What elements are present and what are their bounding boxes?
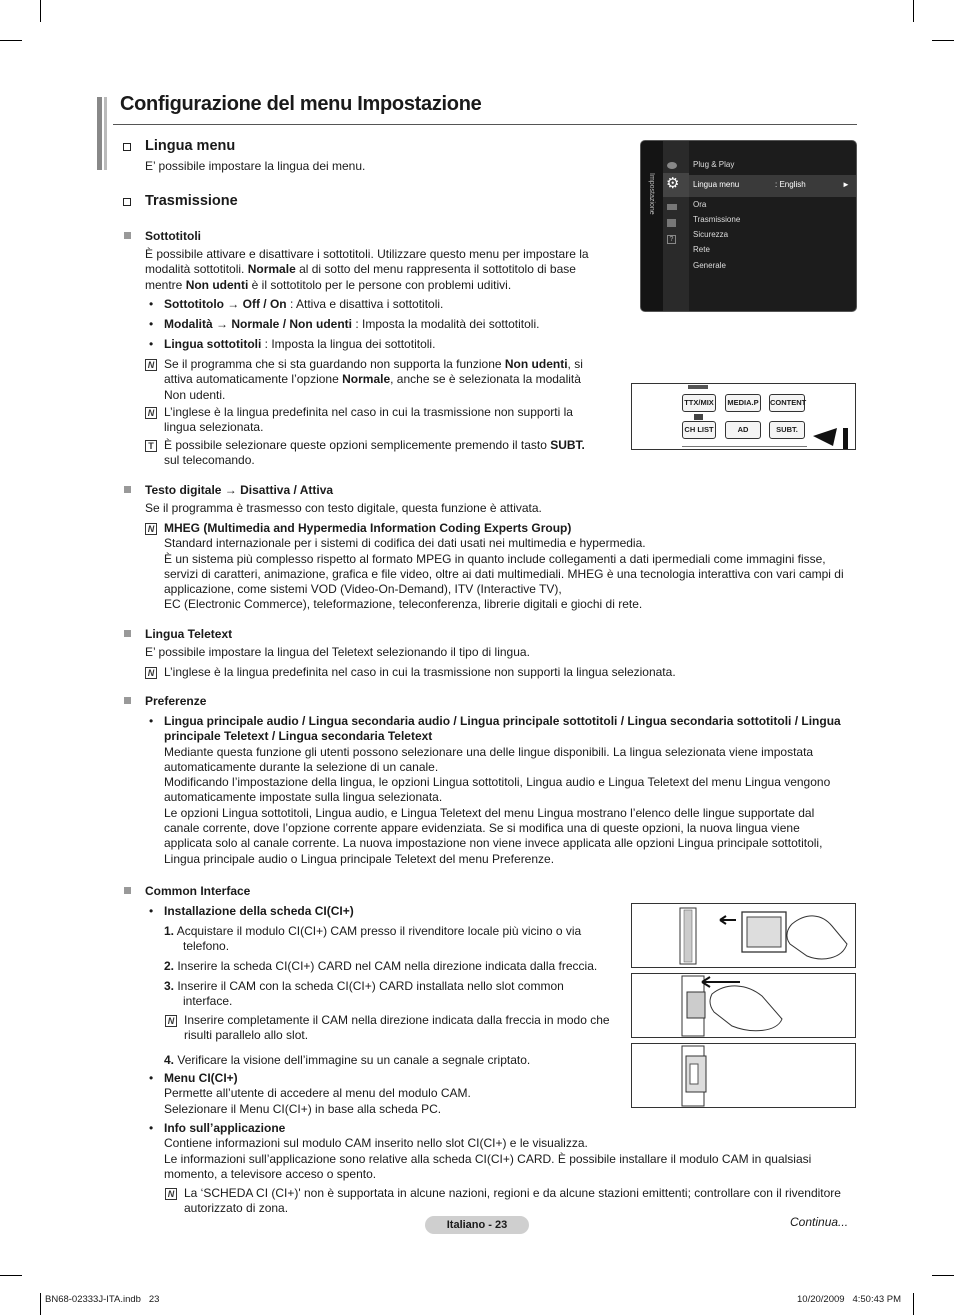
menu-item-selected[interactable]: Lingua menu (693, 180, 740, 189)
note-icon: N (145, 523, 157, 535)
paragraph: È possibile attivare e disattivare i sottotitoli. Utilizzare questo menu per impostare la modalità sottotitoli. Normale al di sotto del menu rappresenta il sottotitolo di base mentre Non udenti è il sottotitolo per le persone con problemi uditivi. (145, 247, 589, 292)
channel-icon (667, 204, 677, 210)
crop-mark (0, 1275, 22, 1276)
print-date: 10/20/2009 4:50:43 PM (797, 1294, 902, 1305)
menu-side-strip (641, 141, 663, 311)
checkbox-icon (123, 198, 131, 206)
note-icon: N (165, 1188, 177, 1200)
step-1: 1. Acquistare il modulo CI(CI+) CAM presso il rivenditore locale più vicino o via telefono. (164, 924, 582, 954)
square-bullet-icon (124, 630, 131, 637)
note-text: L’inglese è la lingua predefinita nel caso in cui la trasmissione non supporti la lingua selezionata. (164, 665, 676, 679)
input-icon (667, 219, 676, 227)
note-text: MHEG (Multimedia and Hypermedia Information Coding Experts Group) Standard internazionale per i sistemi di codifica dei dati usati nei multimedia e hypermedia. È un sistema più complesso rispetto al formato MPEG in quanto include collegamenti a dati ipermediali come immagini fisse, servizi di caratteri, animazione, grafica e file video, oltre ai dati multimediali. MHEG è una tecnologia interattiva con vari campi di applicazione, come sistemi VOD (Video-On-Demand), ITV (Interactive TV), EC (Electronic Commerce), teleformazione, teleconferenza, librerie digitali e giochi di rete. (164, 521, 844, 612)
remote-illustration (631, 383, 856, 450)
note-text: Se il programma che si sta guardando non supporta la funzione Non udenti, si attiva automaticamente l’opzione Normale, anche se è selezionata la modalità Non udenti. (164, 357, 583, 402)
ci-cam-insert-figure (631, 973, 856, 1038)
bullet-icon: • (149, 1071, 154, 1085)
help-icon: ? (667, 235, 676, 244)
crop-mark (0, 40, 22, 41)
bullet-icon: • (149, 904, 154, 918)
step-2: 2. Inserire la scheda CI(CI+) CARD nel CAM nella direzione indicata dalla freccia. (164, 959, 598, 973)
menu-side-label: Impostazione (648, 173, 655, 215)
title-rule (113, 124, 857, 125)
section-text: E’ possibile impostare la lingua dei menu. (145, 159, 366, 173)
bullet-item: Sottotitolo → Off / On : Attiva e disattiva i sottotitoli. (164, 297, 444, 311)
checkbox-icon (123, 143, 131, 151)
gear-icon: ⚙ (666, 175, 680, 192)
pointer-arrow-icon (807, 424, 856, 450)
step-4: 4. Verificare la visione dell’immagine su un canale a segnale criptato. (164, 1053, 531, 1067)
step-3: 3. Inserire il CAM con la scheda CI(CI+) CARD installata nello slot common interface. (164, 979, 564, 1009)
section-heading: Lingua menu (145, 138, 236, 154)
menu-item[interactable]: Rete (693, 245, 710, 254)
square-bullet-icon (124, 486, 131, 493)
bullet-icon: • (149, 1121, 154, 1135)
content-button: CONTENT (769, 394, 805, 412)
bullet-icon: • (149, 337, 154, 351)
ad-button: AD (725, 421, 761, 439)
menu-item[interactable]: Generale (693, 261, 726, 270)
note-text: La ‘SCHEDA CI (CI+)' non è supportata in alcune nazioni, regioni e da alcune stazioni emittenti; controllare con il rivenditore autorizzato di zona. (184, 1186, 841, 1216)
paragraph: Se il programma è trasmesso con testo digitale, questa funzione è attivata. (145, 501, 542, 515)
note-icon: N (145, 667, 157, 679)
menu-item[interactable]: Sicurezza (693, 230, 729, 239)
ch-list-button: CH LIST (682, 421, 716, 439)
menu-item[interactable]: Plug & Play (693, 160, 735, 169)
ttx-mix-button: TTX/MIX (682, 394, 716, 412)
menu-item[interactable]: Ora (693, 200, 707, 209)
teletext-icon (688, 385, 708, 389)
page-number-pill: Italiano - 23 (425, 1216, 529, 1234)
title-bar-decoration (104, 97, 107, 170)
continue-label: Continua... (790, 1215, 849, 1229)
bullet-icon: • (149, 714, 154, 728)
bullet-item: Lingua sottotitoli : Imposta la lingua dei sottotitoli. (164, 337, 436, 351)
list-icon (694, 414, 703, 420)
note-icon: N (145, 359, 157, 371)
subheading: Common Interface (145, 884, 251, 898)
ci-card-figure (631, 903, 856, 968)
crop-mark (40, 0, 41, 22)
note-icon: N (145, 407, 157, 419)
square-bullet-icon (124, 232, 131, 239)
crop-mark (932, 40, 954, 41)
picture-icon (667, 162, 677, 169)
bullet-item: Installazione della scheda CI(CI+) (164, 904, 354, 918)
note-text: L’inglese è la lingua predefinita nel caso in cui la trasmissione non supporti la lingua selezionata. (164, 405, 573, 435)
bullet-icon: • (149, 297, 154, 311)
section-heading: Trasmissione (145, 193, 238, 209)
bullet-icon: • (149, 317, 154, 331)
subheading: Lingua Teletext (145, 627, 233, 641)
menu-item-value: : English (775, 180, 806, 189)
square-bullet-icon (124, 697, 131, 704)
bullet-item: Menu CI(CI+) Permette all’utente di accedere al menu del modulo CAM. Selezionare il Menu CI(CI+) in base alla scheda PC. (164, 1071, 471, 1116)
arrow-right-icon: ► (842, 180, 850, 189)
ci-cam-installed-figure (631, 1043, 856, 1108)
subheading: Testo digitale → Disattiva / Attiva (145, 483, 334, 497)
file-name: BN68-02333J-ITA.indb 23 (45, 1294, 160, 1305)
remote-edge (682, 446, 807, 450)
paragraph: E’ possibile impostare la lingua del Teletext selezionando il tipo di lingua. (145, 645, 530, 659)
title-bar-decoration (97, 97, 102, 170)
crop-mark (913, 0, 914, 22)
subheading: Sottotitoli (145, 229, 201, 243)
crop-mark (932, 1275, 954, 1276)
bullet-item: Modalità → Normale / Non udenti : Imposta la modalità dei sottotitoli. (164, 317, 540, 331)
page-title: Configurazione del menu Impostazione (120, 93, 482, 115)
crop-mark (40, 1293, 41, 1315)
subt-button: SUBT. (769, 421, 805, 439)
note-icon: N (165, 1015, 177, 1027)
subheading: Preferenze (145, 694, 207, 708)
menu-item[interactable]: Trasmissione (693, 215, 741, 224)
media-p-button: MEDIA.P (725, 394, 761, 412)
bullet-item: Lingua principale audio / Lingua secondaria audio / Lingua principale sottotitoli / Lingua secondaria sottotitoli / Lingua principale Teletext / Lingua secondaria Teletext Mediante questa funzione gli utenti possono selezionare una delle lingue disponibili. La lingua selezionata viene impostata automaticamente durante la selezione di un canale. Modificando l’impostazione della lingua, le opzioni Lingua sottotitoli, Lingua audio e Lingua Teletext del menu Lingua vengono automaticamente impostate sulla lingua selezionata. Le opzioni Lingua sottotitoli, Lingua audio, e Lingua Teletext del menu Lingua mostrano l’elenco delle lingue supportate dal canale corrente, dove l’opzione corrente appare evidenziata. Se si modifica una di queste opzioni, la nuova lingua viene applicata solo al canale corrente. La nuova impostazione non viene invece applicata alle opzioni Lingua principale sottotitoli, Lingua principale audio o Lingua principale Teletext del menu Preferenze. (164, 714, 841, 866)
remote-note-icon: T (145, 440, 157, 452)
bullet-item: Info sull’applicazione Contiene informazioni sul modulo CAM inserito nello slot CI(CI+) e le visualizza. Le informazioni sull’applicazione sono relative alla scheda CI(CI+) CARD. È possibile installare il modulo CAM in qualsiasi momento, a televisore acceso o spento. (164, 1121, 812, 1181)
crop-mark (913, 1293, 914, 1315)
square-bullet-icon (124, 887, 131, 894)
note-text: Inserire completamente il CAM nella direzione indicata dalla freccia in modo che risulti parallelo allo slot. (184, 1013, 610, 1043)
setup-menu-screenshot (640, 140, 857, 312)
note-text: È possibile selezionare queste opzioni semplicemente premendo il tasto SUBT. sul telecomando. (164, 438, 585, 468)
